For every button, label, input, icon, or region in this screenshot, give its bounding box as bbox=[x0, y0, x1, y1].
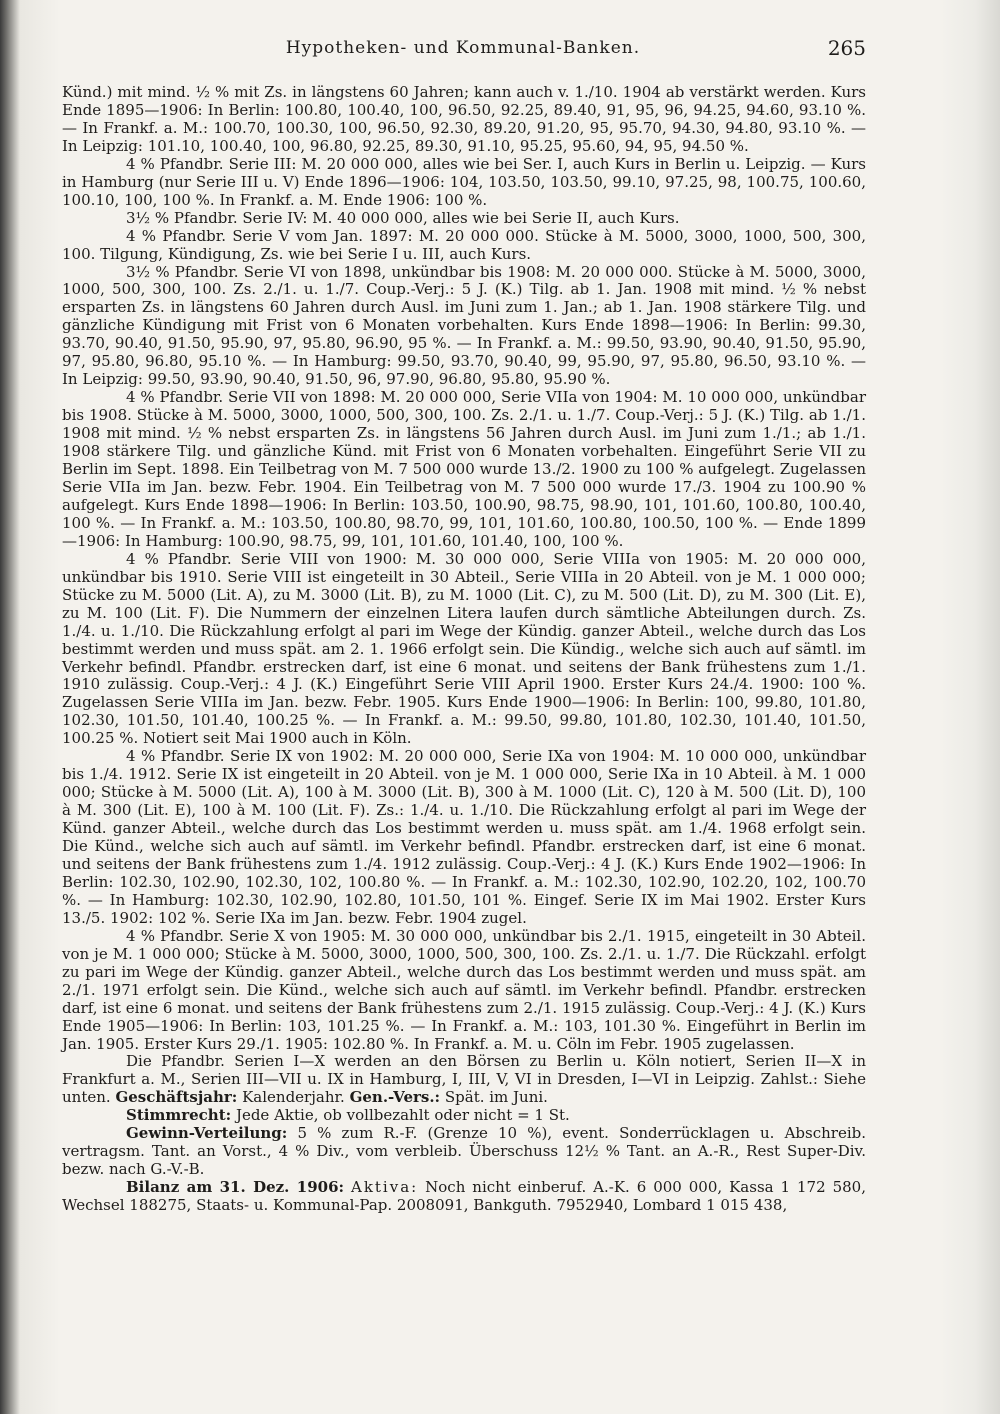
paragraph-serie-ix: 4 % Pfandbr. Serie IX von 1902: M. 20 000 000, Serie IXa von 1904: M. 10 000 000, unkündbar bis 1./4. 1912. Serie IX ist eingeteilt in 20 Abteil. von je M. 1 000 000, Serie IXa in 10 Abteil. à M. 1 000 000; Stücke à M. 5000 (Lit. A), 100 à M. 3000 (Lit. B), 300 à M. 1000 (Lit. C), 120 à M. 500 (Lit. D), 100 à M. 300 (Lit. E), 100 à M. 100 (Lit. F). Zs.: 1./4. u. 1./10. Die Rückzahlung erfolgt al pari im Wege der Künd. ganzer Abteil., welche durch das Los bestimmt werden u. muss spät. am 1./4. 1968 erfolgt sein. Die Künd., welche sich auch auf sämtl. im Verkehr befindl. Pfandbr. erstrecken darf, ist eine 6 monat. und seitens der Bank frühestens zum 1./4. 1912 zulässig. Coup.-Verj.: 4 J. (K.) Kurs Ende 1902—1906: In Berlin: 102.30, 102.90, 102.30, 102, 100.80 %. — In Frankf. a. M.: 102.30, 102.90, 102.20, 102, 100.70 %. — In Hamburg: 102.30, 102.90, 102.80, 101.50, 101 %. Eingef. Serie IX im Mai 1902. Erster Kurs 13./5. 1902: 102 %. Serie IXa im Jan. bezw. Febr. 1904 zugel. bbox=[62, 747, 866, 927]
paragraph-serie-ii-continued: Künd.) mit mind. ½ % mit Zs. in längstens 60 Jahren; kann auch v. 1./10. 1904 ab verstärkt werden. Kurs Ende 1895—1906: In Berlin: 100.80, 100.40, 100, 96.50, 92.25, 89.40, 91, 95, 96, 94.25, 94.60, 93.10 %. — In Frankf. a. M.: 100.70, 100.30, 100, 96.50, 92.30, 89.20, 91.20, 95, 95.70, 94.30, 94.80, 93.10 %. — In Leipzig: 101.10, 100.40, 100, 96.80, 92.25, 89.30, 91.10, 95.25, 95.60, 94, 95, 94.50 %. bbox=[62, 83, 866, 155]
paragraph-serie-iv: 3½ % Pfandbr. Serie IV: M. 40 000 000, alles wie bei Serie II, auch Kurs. bbox=[126, 208, 680, 227]
running-title: Hypotheken- und Kommunal-Banken. bbox=[285, 38, 641, 58]
bilanz-label: Bilanz am 31. Dez. 1906: bbox=[126, 1178, 345, 1197]
geschaeftsjahr-label: Geschäftsjahr: bbox=[115, 1088, 238, 1107]
paragraph-serie-x: 4 % Pfandbr. Serie X von 1905: M. 30 000 000, unkündbar bis 2./1. 1915, eingeteilt in 30 Abteil. von je M. 1 000 000; Stücke à M. 5000, 3000, 1000, 500, 300, 100. Zs. 2./1. u. 1./7. Die Rückzahl. erfolgt zu pari im Wege der Kündig. ganzer Abteil., welche durch das Los bestimmt werden und muss spät. am 2./1. 1971 erfolgt sein. Die Künd., welche sich auch auf sämtl. im Verkehr befindl. Pfandbr. erstrecken darf, ist eine 6 monat. und seitens der Bank frühestens zum 2./1. 1915 zulässig. Coup.-Verj.: 4 J. (K.) Kurs Ende 1905—1906: In Berlin: 103, 101.25 %. — In Frankf. a. M.: 103, 101.30 %. Eingeführt in Berlin im Jan. 1905. Erster Kurs 29./1. 1905: 102.80 %. In Frankf. a. M. u. Cöln im Febr. 1905 zugelassen. bbox=[62, 926, 866, 1053]
listing-text: Die Pfandbr. Serien I—X werden an den Börsen zu Berlin u. Köln notiert, Serien II—X in Frankfurt a. M., Serien III—VII u. IX in Hamburg, I, III, V, VI in Dresden, I—VI in Leipzig. Zahlst.: Siehe unten. bbox=[62, 1052, 866, 1107]
paragraph-serie-vi: 3½ % Pfandbr. Serie VI von 1898, unkündbar bis 1908: M. 20 000 000. Stücke à M. 5000, 3000, 1000, 500, 300, 100. Zs. 2./1. u. 1./7. Coup.-Verj.: 5 J. (K.) Tilg. ab 1. Jan. 1908 mit mind. ½ % nebst ersparten Zs. in längstens 60 Jahren durch Ausl. im Juni zum 1. Jan.; ab 1. Jan. 1908 stärkere Tilg. und gänzliche Kündigung mit Frist von 6 Monaten vorbehalten. Kurs Ende 1898—1906: In Berlin: 99.30, 93.70, 90.40, 91.50, 95.90, 97, 95.80, 96.90, 95 %. — In Frankf. a. M.: 99.50, 93.90, 90.40, 91.50, 95.90, 97, 95.80, 96.80, 95.10 %. — In Hamburg: 99.50, 93.70, 90.40, 99, 95.90, 97, 95.80, 96.50, 93.10 %. — In Leipzig: 99.50, 93.90, 90.40, 91.50, 96, 97.90, 96.80, 95.80, 95.90 %. bbox=[62, 262, 866, 389]
paragraph-stimmrecht bbox=[62, 1107, 866, 1125]
page-number: 265 bbox=[827, 36, 866, 60]
paragraph-bilanz bbox=[62, 1179, 866, 1215]
geschaeftsjahr-value: Kalenderjahr. bbox=[242, 1088, 345, 1107]
gewinn-label: Gewinn-Verteilung: bbox=[126, 1124, 288, 1143]
gewinn-value: 5 % zum R.-F. (Grenze 10 %), event. Sonderrücklagen u. Abschreib. vertragsm. Tant. an Vorst., 4 % Div., vom verbleib. Überschuss 12½ % Tant. an A.-R., Rest Super-Div. bezw. nach G.-V.-B. bbox=[62, 1124, 866, 1179]
page-header bbox=[60, 38, 866, 68]
paragraph-serie-iii: 4 % Pfandbr. Serie III: M. 20 000 000, alles wie bei Ser. I, auch Kurs in Berlin u. Leipzig. — Kurs in Hamburg (nur Serie III u. V) Ende 1896—1906: 104, 103.50, 103.50, 99.10, 97.25, 98, 100.75, 100.60, 100.10, 100, 100 %. In Frankf. a. M. Ende 1906: 100 %. bbox=[62, 154, 866, 209]
paragraph-serie-v: 4 % Pfandbr. Serie V vom Jan. 1897: M. 20 000 000. Stücke à M. 5000, 3000, 1000, 500, 300, 100. Tilgung, Kündigung, Zs. wie bei Serie I u. III, auch Kurs. bbox=[62, 226, 866, 263]
body-text bbox=[62, 84, 866, 1215]
paragraph-listing bbox=[62, 1053, 866, 1107]
gen-vers-label: Gen.-Vers.: bbox=[349, 1088, 441, 1107]
paragraph-serie-vii: 4 % Pfandbr. Serie VII von 1898: M. 20 000 000, Serie VIIa von 1904: M. 10 000 000, unkündbar bis 1908. Stücke à M. 5000, 3000, 1000, 500, 300, 100. Zs. 2./1. u. 1./7. Coup.-Verj.: 5 J. (K.) Tilg. ab 1./1. 1908 mit mind. ½ % nebst ersparten Zs. in längstens 56 Jahren durch Ausl. im Juni zum 1./1.; ab 1./1. 1908 stärkere Tilg. und gänzliche Künd. mit Frist von 6 Monaten vorbehalten. Eingeführt Serie VII zu Berlin im Sept. 1898. Ein Teilbetrag von M. 7 500 000 wurde 13./2. 1900 zu 100 % aufgelegt. Zugelassen Serie VIIa im Jan. bezw. Febr. 1904. Ein Teilbetrag von M. 7 500 000 wurde 17./3. 1904 zu 100.90 % aufgelegt. Kurs Ende 1898—1906: In Berlin: 103.50, 100.90, 98.75, 98.90, 101, 101.60, 100.80, 100.40, 100 %. — In Frankf. a. M.: 103.50, 100.80, 98.70, 99, 101, 101.60, 100.80, 100.50, 100 %. — Ende 1899—1906: In Hamburg: 100.90, 98.75, 99, 101, 101.60, 101.40, 100, 100 %. bbox=[62, 388, 866, 550]
gen-vers-value: Spät. im Juni. bbox=[444, 1088, 548, 1107]
paragraph-serie-viii: 4 % Pfandbr. Serie VIII von 1900: M. 30 000 000, Serie VIIIa von 1905: M. 20 000 000, unkündbar bis 1910. Serie VIII ist eingeteilt in 30 Abteil., Serie VIIIa in 20 Abteil. von je M. 1 000 000; Stücke zu M. 5000 (Lit. A), zu M. 3000 (Lit. B), zu M. 1000 (Lit. C), zu M. 500 (Lit. D), zu M. 300 (Lit. E), zu M. 100 (Lit. F). Die Nummern der einzelnen Litera laufen durch sämtliche Abteilungen durch. Zs. 1./4. u. 1./10. Die Rückzahlung erfolgt al pari im Wege der Kündig. ganzer Abteil., welche durch das Los bestimmt werden und muss spät. am 2. 1. 1966 erfolgt sein. Die Kündig., welche sich auch auf sämtl. im Verkehr befindl. Pfandbr. erstrecken darf, ist eine 6 monat. und seitens der Bank frühestens zum 1./1. 1910 zulässig. Coup.-Verj.: 4 J. (K.) Eingeführt Serie VIII April 1900. Erster Kurs 24./4. 1900: 100 %. Zugelassen Serie VIIIa im Jan. bezw. Febr. 1905. Kurs Ende 1900—1906: In Berlin: 100, 99.80, 101.80, 102.30, 101.50, 101.40, 100.25 %. — In Frankf. a. M.: 99.50, 99.80, 101.80, 102.30, 101.40, 101.50, 100.25 %. Notiert seit Mai 1900 auch in Köln. bbox=[62, 549, 866, 748]
stimmrecht-label: Stimmrecht: bbox=[126, 1106, 232, 1125]
stimmrecht-value: Jede Aktie, ob vollbezahlt oder nicht = 1 St. bbox=[235, 1106, 570, 1125]
aktiva-value: Noch nicht einberuf. A.-K. 6 000 000, Kassa 1 172 580, Wechsel 188275, Staats- u. Kommunal-Pap. 2008091, Bankguth. 7952940, Lombard 1 015 438, bbox=[62, 1178, 866, 1215]
aktiva-label: Aktiva: bbox=[350, 1178, 419, 1197]
paragraph-gewinn bbox=[62, 1125, 866, 1179]
